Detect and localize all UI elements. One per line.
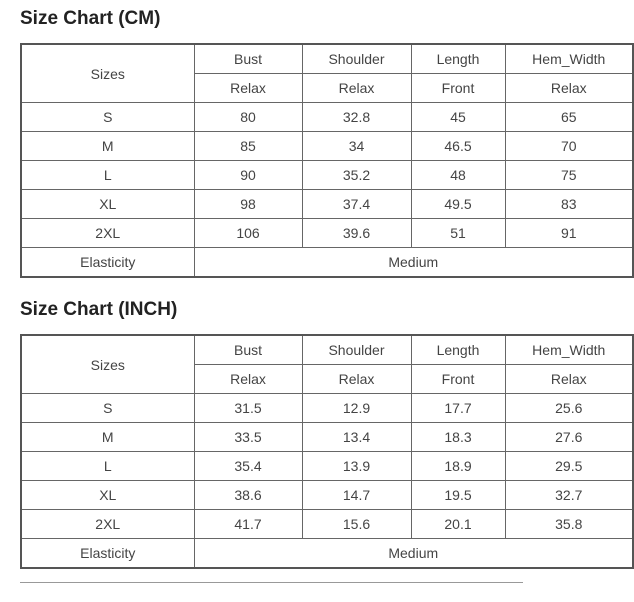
elasticity-value: Medium xyxy=(194,248,633,278)
size-cell: 2XL xyxy=(21,219,194,248)
shoulder-cell: 39.6 xyxy=(302,219,411,248)
hem-width-subheader: Relax xyxy=(505,365,633,394)
table-row xyxy=(21,452,633,481)
length-header: Length xyxy=(411,335,505,365)
table-row xyxy=(21,161,633,190)
bust-cell: 33.5 xyxy=(194,423,302,452)
shoulder-subheader: Relax xyxy=(302,74,411,103)
bust-header: Bust xyxy=(194,335,302,365)
hem-width-cell: 91 xyxy=(505,219,633,248)
bottom-divider xyxy=(20,582,523,583)
shoulder-header: Shoulder xyxy=(302,44,411,74)
length-cell: 18.9 xyxy=(411,452,505,481)
shoulder-cell: 14.7 xyxy=(302,481,411,510)
length-header: Length xyxy=(411,44,505,74)
shoulder-cell: 12.9 xyxy=(302,394,411,423)
length-cell: 51 xyxy=(411,219,505,248)
bust-cell: 90 xyxy=(194,161,302,190)
length-cell: 46.5 xyxy=(411,132,505,161)
hem-width-cell: 27.6 xyxy=(505,423,633,452)
length-cell: 45 xyxy=(411,103,505,132)
hem-width-header: Hem_Width xyxy=(505,335,633,365)
shoulder-header: Shoulder xyxy=(302,335,411,365)
table-row xyxy=(21,132,633,161)
size-chart-inch-title: Size Chart (INCH) xyxy=(20,299,178,320)
hem-width-header: Hem_Width xyxy=(505,44,633,74)
table-row xyxy=(21,510,633,539)
hem-width-cell: 29.5 xyxy=(505,452,633,481)
size-cell: L xyxy=(21,161,194,190)
length-subheader: Front xyxy=(411,74,505,103)
sizes-header: Sizes xyxy=(21,335,194,394)
shoulder-cell: 15.6 xyxy=(302,510,411,539)
length-cell: 48 xyxy=(411,161,505,190)
table-footer-row xyxy=(21,539,633,569)
length-cell: 19.5 xyxy=(411,481,505,510)
bust-cell: 41.7 xyxy=(194,510,302,539)
table-footer-row xyxy=(21,248,633,278)
bust-cell: 98 xyxy=(194,190,302,219)
elasticity-value: Medium xyxy=(194,539,633,569)
bust-header: Bust xyxy=(194,44,302,74)
hem-width-cell: 75 xyxy=(505,161,633,190)
bust-cell: 80 xyxy=(194,103,302,132)
hem-width-cell: 35.8 xyxy=(505,510,633,539)
table-row xyxy=(21,423,633,452)
shoulder-cell: 35.2 xyxy=(302,161,411,190)
size-chart-inch-table xyxy=(20,334,634,569)
table-row xyxy=(21,190,633,219)
table-row xyxy=(21,481,633,510)
bust-cell: 31.5 xyxy=(194,394,302,423)
bust-cell: 35.4 xyxy=(194,452,302,481)
size-cell: XL xyxy=(21,481,194,510)
size-cell: XL xyxy=(21,190,194,219)
bust-cell: 106 xyxy=(194,219,302,248)
shoulder-cell: 37.4 xyxy=(302,190,411,219)
bust-cell: 85 xyxy=(194,132,302,161)
length-subheader: Front xyxy=(411,365,505,394)
size-cell: M xyxy=(21,132,194,161)
size-cell: S xyxy=(21,394,194,423)
shoulder-cell: 32.8 xyxy=(302,103,411,132)
table-row xyxy=(21,394,633,423)
length-cell: 18.3 xyxy=(411,423,505,452)
size-cell: 2XL xyxy=(21,510,194,539)
size-cell: S xyxy=(21,103,194,132)
table-header-row xyxy=(21,44,633,74)
hem-width-cell: 65 xyxy=(505,103,633,132)
bust-subheader: Relax xyxy=(194,74,302,103)
size-cell: M xyxy=(21,423,194,452)
sizes-header: Sizes xyxy=(21,44,194,103)
bust-cell: 38.6 xyxy=(194,481,302,510)
size-cell: L xyxy=(21,452,194,481)
shoulder-subheader: Relax xyxy=(302,365,411,394)
size-chart-cm-table xyxy=(20,43,634,278)
hem-width-subheader: Relax xyxy=(505,74,633,103)
hem-width-cell: 83 xyxy=(505,190,633,219)
table-header-row xyxy=(21,335,633,365)
elasticity-label: Elasticity xyxy=(21,539,194,569)
elasticity-label: Elasticity xyxy=(21,248,194,278)
hem-width-cell: 70 xyxy=(505,132,633,161)
size-chart-cm-title: Size Chart (CM) xyxy=(20,8,161,29)
shoulder-cell: 13.4 xyxy=(302,423,411,452)
shoulder-cell: 34 xyxy=(302,132,411,161)
table-row xyxy=(21,219,633,248)
table-row xyxy=(21,103,633,132)
length-cell: 17.7 xyxy=(411,394,505,423)
length-cell: 20.1 xyxy=(411,510,505,539)
length-cell: 49.5 xyxy=(411,190,505,219)
bust-subheader: Relax xyxy=(194,365,302,394)
hem-width-cell: 32.7 xyxy=(505,481,633,510)
hem-width-cell: 25.6 xyxy=(505,394,633,423)
shoulder-cell: 13.9 xyxy=(302,452,411,481)
